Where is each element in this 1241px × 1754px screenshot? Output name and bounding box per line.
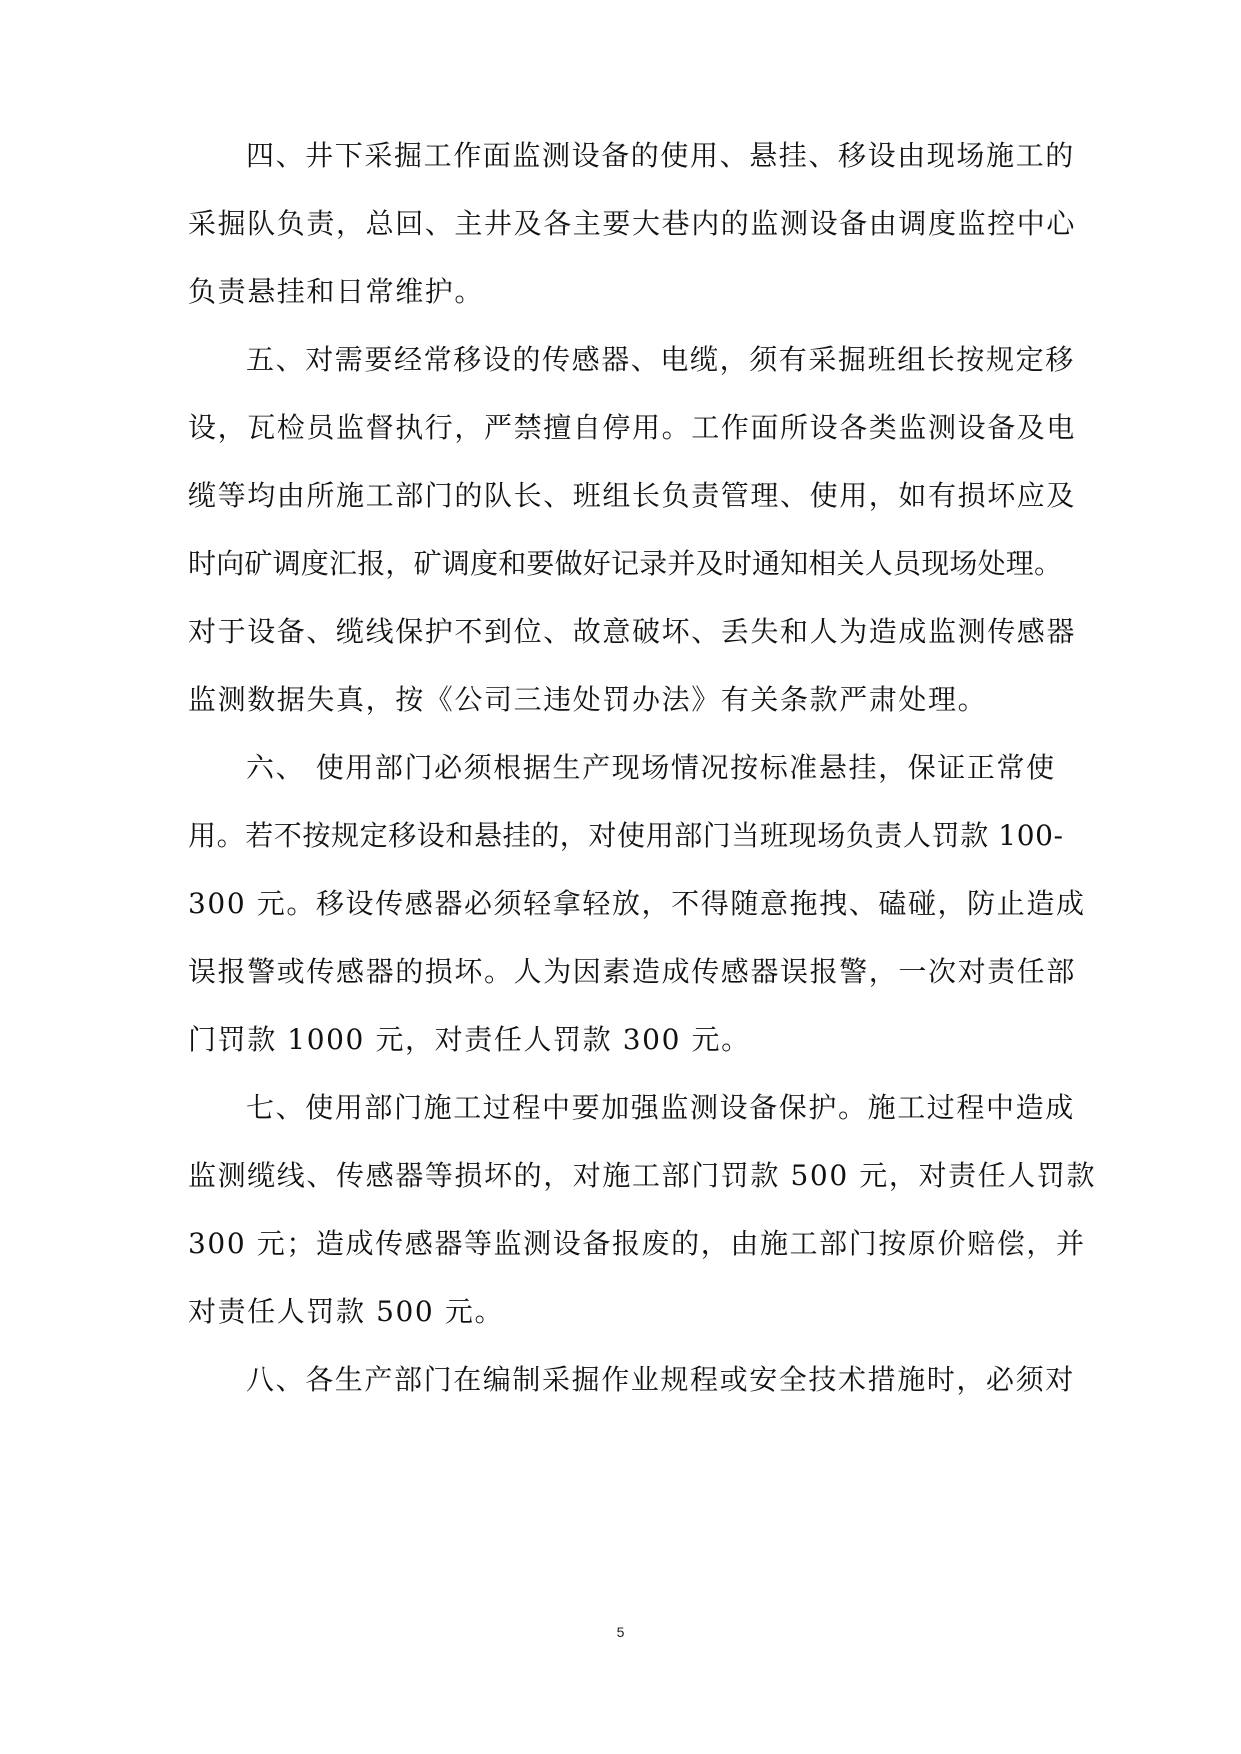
paragraph-5-line-3: 缆等均由所施工部门的队长、班组长负责管理、使用，如有损坏应及: [188, 479, 1077, 512]
paragraph-7-line-2: 监测缆线、传感器等损坏的，对施工部门罚款 500 元，对责任人罚款: [188, 1159, 1097, 1192]
paragraph-8-line-1: 八、各生产部门在编制采掘作业规程或安全技术措施时，必须对: [246, 1363, 1075, 1396]
paragraph-5-line-2: 设，瓦检员监督执行，严禁擅自停用。工作面所设各类监测设备及电: [188, 411, 1077, 444]
paragraph-7-line-4: 对责任人罚款 500 元。: [188, 1295, 505, 1328]
page-number: 5: [616, 1624, 625, 1640]
paragraph-5-line-5: 对于设备、缆线保护不到位、故意破坏、丢失和人为造成监测传感器: [188, 615, 1077, 648]
paragraph-5-line-6: 监测数据失真，按《公司三违处罚办法》有关条款严肃处理。: [188, 683, 988, 716]
paragraph-7-line-3: 300 元；造成传感器等监测设备报废的，由施工部门按原价赔偿，并: [188, 1227, 1086, 1260]
paragraph-4-line-1: 四、井下采掘工作面监测设备的使用、悬挂、移设由现场施工的: [246, 139, 1075, 172]
paragraph-5-line-4: 时向矿调度汇报，矿调度和要做好记录并及时通知相关人员现场处理。: [188, 547, 1063, 580]
paragraph-6-line-4: 误报警或传感器的损坏。人为因素造成传感器误报警，一次对责任部: [188, 955, 1077, 988]
paragraph-6-line-3: 300 元。移设传感器必须轻拿轻放，不得随意拖拽、磕碰，防止造成: [188, 887, 1086, 920]
paragraph-7-line-1: 七、使用部门施工过程中要加强监测设备保护。施工过程中造成: [246, 1091, 1075, 1124]
paragraph-4-line-2: 采掘队负责，总回、主井及各主要大巷内的监测设备由调度监控中心: [188, 207, 1077, 240]
paragraph-6-line-5: 门罚款 1000 元，对责任人罚款 300 元。: [188, 1023, 751, 1056]
paragraph-6-line-1: 六、 使用部门必须根据生产现场情况按标准悬挂，保证正常使: [246, 751, 1056, 784]
paragraph-5-line-1: 五、对需要经常移设的传感器、电缆，须有采掘班组长按规定移: [246, 343, 1075, 376]
paragraph-4-line-3: 负责悬挂和日常维护。: [188, 275, 485, 308]
paragraph-6-line-2: 用。若不按规定移设和悬挂的，对使用部门当班现场负责人罚款 100-: [188, 819, 1064, 852]
